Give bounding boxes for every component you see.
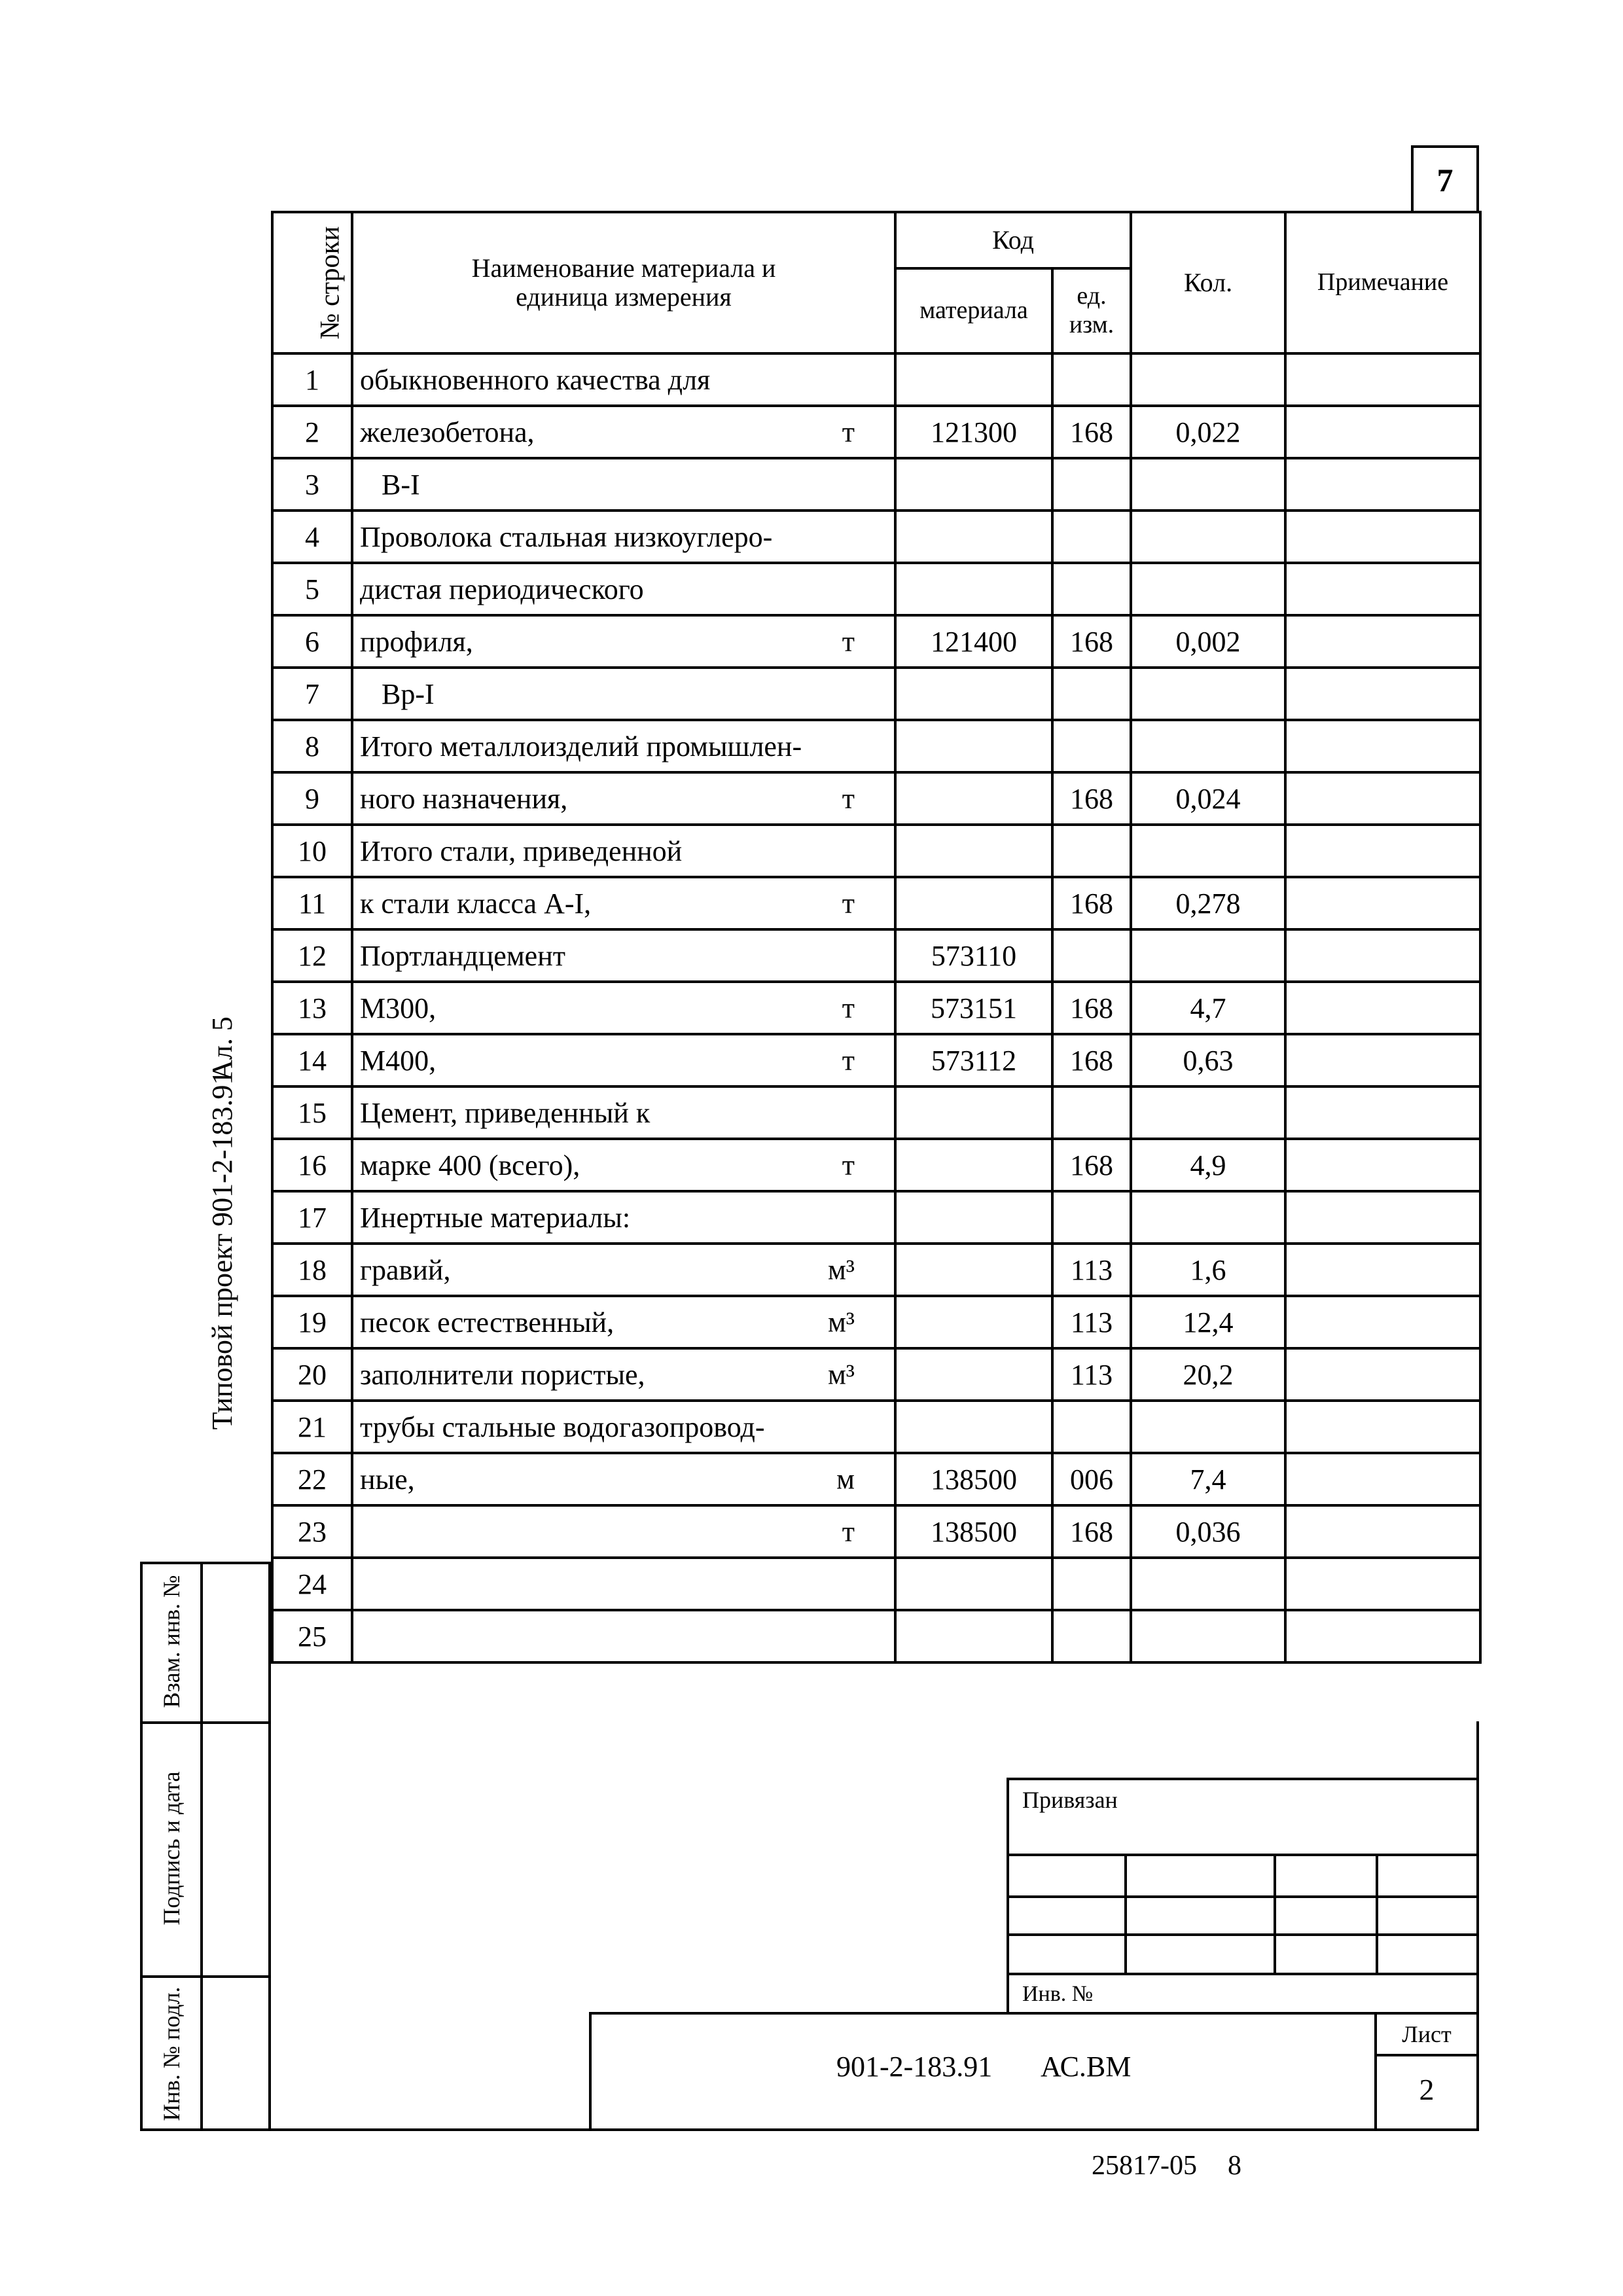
unit-code <box>1052 1610 1131 1662</box>
note <box>1285 982 1480 1034</box>
quantity: 0,024 <box>1131 772 1285 825</box>
material-name <box>352 1453 895 1505</box>
row-number: 3 <box>272 458 352 511</box>
unit-code: 006 <box>1052 1453 1131 1505</box>
document-mark: АС.ВМ <box>1041 2051 1132 2083</box>
note <box>1285 1244 1480 1296</box>
quantity <box>1131 1610 1285 1662</box>
note <box>1285 877 1480 929</box>
table-row <box>272 1191 1480 1244</box>
table-row <box>272 668 1480 720</box>
quantity: 1,6 <box>1131 1244 1285 1296</box>
privyazan-line-4 <box>1007 1973 1479 1975</box>
row-number: 25 <box>272 1610 352 1662</box>
unit-code <box>1052 720 1131 772</box>
unit-code: 113 <box>1052 1296 1131 1348</box>
material-name-text: марке 400 (всего), <box>360 1149 580 1181</box>
quantity: 4,7 <box>1131 982 1285 1034</box>
note <box>1285 825 1480 877</box>
side-vzam-text: Взам. инв. № <box>158 1575 185 1708</box>
header-name-text: Наименование материала и единица измерения <box>471 253 776 312</box>
material-code <box>895 1348 1052 1401</box>
table-row <box>272 1401 1480 1453</box>
side-inv-text: Инв. № подл. <box>158 1986 185 2121</box>
material-name-text: ного назначения, <box>360 782 568 815</box>
material-name <box>352 406 895 458</box>
unit-code <box>1052 1558 1131 1610</box>
side-project-text: Типовой проект 901-2-183.91 <box>206 1070 238 1430</box>
unit-code <box>1052 668 1131 720</box>
table-row <box>272 511 1480 563</box>
materials-table <box>271 211 1482 1664</box>
note <box>1285 1034 1480 1086</box>
note <box>1285 1086 1480 1139</box>
material-name <box>352 982 895 1034</box>
material-code <box>895 1401 1052 1453</box>
material-unit: м³ <box>827 1306 855 1338</box>
material-unit: т <box>842 416 855 448</box>
note <box>1285 511 1480 563</box>
header-name <box>352 212 895 353</box>
material-code <box>895 1296 1052 1348</box>
material-name-text: обыкновенного качества для <box>360 363 711 396</box>
unit-code: 168 <box>1052 1034 1131 1086</box>
material-name-text: Итого стали, приведенной <box>360 834 683 867</box>
material-code <box>895 1610 1052 1662</box>
material-code <box>895 563 1052 615</box>
quantity <box>1131 458 1285 511</box>
material-name <box>352 825 895 877</box>
quantity: 7,4 <box>1131 1453 1285 1505</box>
material-name <box>352 929 895 982</box>
quantity <box>1131 668 1285 720</box>
table-row <box>272 1086 1480 1139</box>
material-code: 573110 <box>895 929 1052 982</box>
material-name-text: М300, <box>360 992 437 1024</box>
quantity <box>1131 1558 1285 1610</box>
material-name-text: ные, <box>360 1463 415 1496</box>
sheet-number-top: 7 <box>1436 162 1454 198</box>
quantity <box>1131 929 1285 982</box>
note <box>1285 1453 1480 1505</box>
row-number: 8 <box>272 720 352 772</box>
row-number: 5 <box>272 563 352 615</box>
note <box>1285 1610 1480 1662</box>
table-row <box>272 1296 1480 1348</box>
material-name-text: гравий, <box>360 1253 451 1286</box>
binding-frame-line-1 <box>140 1721 271 1724</box>
unit-code <box>1052 511 1131 563</box>
material-name-text: трубы стальные водогазопровод- <box>360 1410 765 1443</box>
material-code <box>895 353 1052 406</box>
material-name <box>352 563 895 615</box>
row-number: 21 <box>272 1401 352 1453</box>
privyazan-col-1 <box>1124 1854 1127 1975</box>
list-number: 2 <box>1419 2073 1435 2106</box>
quantity: 4,9 <box>1131 1139 1285 1191</box>
quantity: 12,4 <box>1131 1296 1285 1348</box>
note <box>1285 458 1480 511</box>
unit-code <box>1052 825 1131 877</box>
material-name <box>352 1558 895 1610</box>
material-name <box>352 1139 895 1191</box>
material-code <box>895 877 1052 929</box>
header-row-no-text: № строки <box>315 226 346 340</box>
row-number: 15 <box>272 1086 352 1139</box>
header-code-unit-text: ед. изм. <box>1069 282 1115 338</box>
material-code <box>895 825 1052 877</box>
quantity <box>1131 1191 1285 1244</box>
note <box>1285 720 1480 772</box>
material-code <box>895 1086 1052 1139</box>
material-name <box>352 1191 895 1244</box>
material-unit: т <box>842 625 855 658</box>
unit-code: 168 <box>1052 772 1131 825</box>
side-album-text: Ал. 5 <box>206 1016 238 1081</box>
table-row <box>272 458 1480 511</box>
row-number: 7 <box>272 668 352 720</box>
unit-code: 113 <box>1052 1348 1131 1401</box>
quantity <box>1131 825 1285 877</box>
note <box>1285 929 1480 982</box>
footer-order: 25817-05 <box>1092 2151 1197 2181</box>
row-number: 20 <box>272 1348 352 1401</box>
material-code <box>895 720 1052 772</box>
material-code <box>895 668 1052 720</box>
material-code: 121400 <box>895 615 1052 668</box>
table-row <box>272 772 1480 825</box>
row-number: 12 <box>272 929 352 982</box>
quantity: 0,022 <box>1131 406 1285 458</box>
table-row <box>272 1139 1480 1191</box>
material-name-text: Портландцемент <box>360 939 565 972</box>
quantity <box>1131 353 1285 406</box>
material-name-text: песок естественный, <box>360 1306 615 1338</box>
row-number: 18 <box>272 1244 352 1296</box>
material-name-text: к стали класса А-I, <box>360 887 592 920</box>
unit-code: 168 <box>1052 1139 1131 1191</box>
row-number: 4 <box>272 511 352 563</box>
material-name <box>352 668 895 720</box>
material-code: 573151 <box>895 982 1052 1034</box>
title-block-list-line <box>1374 2054 1479 2056</box>
material-name <box>352 877 895 929</box>
material-name-text: Цемент, приведенный к <box>360 1096 651 1129</box>
unit-code: 168 <box>1052 406 1131 458</box>
row-number: 11 <box>272 877 352 929</box>
privyazan-col-2 <box>1274 1854 1276 1975</box>
unit-code <box>1052 929 1131 982</box>
note <box>1285 1191 1480 1244</box>
material-code: 573112 <box>895 1034 1052 1086</box>
privyazan-col-3 <box>1376 1854 1378 1975</box>
row-number: 16 <box>272 1139 352 1191</box>
material-unit: м³ <box>827 1253 855 1286</box>
header-note: Примечание <box>1285 212 1480 353</box>
privyazan-label: Привязан <box>1022 1787 1118 1813</box>
table-row <box>272 1505 1480 1558</box>
row-number: 24 <box>272 1558 352 1610</box>
material-name <box>352 1401 895 1453</box>
side-podpis-text: Подпись и дата <box>158 1771 185 1926</box>
material-unit: м <box>836 1463 855 1496</box>
material-code: 138500 <box>895 1505 1052 1558</box>
material-unit: т <box>842 1515 855 1548</box>
quantity <box>1131 1401 1285 1453</box>
row-number: 17 <box>272 1191 352 1244</box>
material-name <box>352 1034 895 1086</box>
material-name <box>352 720 895 772</box>
material-name <box>352 1244 895 1296</box>
table-row <box>272 1244 1480 1296</box>
table-row <box>272 615 1480 668</box>
material-code <box>895 1244 1052 1296</box>
quantity: 0,002 <box>1131 615 1285 668</box>
material-code <box>895 1139 1052 1191</box>
material-unit: т <box>842 1149 855 1181</box>
material-code <box>895 458 1052 511</box>
material-unit: т <box>842 992 855 1024</box>
row-number: 6 <box>272 615 352 668</box>
note <box>1285 1401 1480 1453</box>
material-name <box>352 1610 895 1662</box>
unit-code: 168 <box>1052 615 1131 668</box>
material-name <box>352 511 895 563</box>
header-row-no <box>272 212 352 353</box>
material-name-text: Итого металлоизделий промышлен- <box>360 730 802 762</box>
row-number: 19 <box>272 1296 352 1348</box>
table-row <box>272 1558 1480 1610</box>
quantity <box>1131 511 1285 563</box>
quantity: 20,2 <box>1131 1348 1285 1401</box>
material-code <box>895 511 1052 563</box>
row-number: 9 <box>272 772 352 825</box>
material-name-text: Вр-I <box>360 677 435 710</box>
unit-code <box>1052 1401 1131 1453</box>
material-name-text: Проволока стальная низкоуглеро- <box>360 520 773 553</box>
quantity <box>1131 563 1285 615</box>
material-code <box>895 1558 1052 1610</box>
note <box>1285 353 1480 406</box>
material-code: 121300 <box>895 406 1052 458</box>
material-name-text: М400, <box>360 1044 437 1077</box>
table-row <box>272 1034 1480 1086</box>
document-designation: 901-2-183.91 <box>836 2051 993 2083</box>
note <box>1285 1505 1480 1558</box>
unit-code <box>1052 353 1131 406</box>
material-unit: т <box>842 887 855 920</box>
unit-code: 168 <box>1052 877 1131 929</box>
material-name-text: дистая периодического <box>360 573 644 605</box>
header-qty: Кол. <box>1131 212 1285 353</box>
table-row <box>272 982 1480 1034</box>
note <box>1285 1139 1480 1191</box>
table-row <box>272 353 1480 406</box>
title-block <box>589 2012 1479 2131</box>
table-row <box>272 1610 1480 1662</box>
material-name-text: В-I <box>360 468 420 501</box>
material-name <box>352 1086 895 1139</box>
privyazan-line-3 <box>1007 1933 1479 1936</box>
material-code <box>895 1191 1052 1244</box>
list-label: Лист <box>1402 2021 1452 2047</box>
footer-page: 8 <box>1228 2151 1241 2181</box>
table-row <box>272 1348 1480 1401</box>
note <box>1285 668 1480 720</box>
material-name <box>352 1348 895 1401</box>
material-unit: т <box>842 782 855 815</box>
row-number: 22 <box>272 1453 352 1505</box>
quantity <box>1131 1086 1285 1139</box>
unit-code: 168 <box>1052 982 1131 1034</box>
material-name <box>352 772 895 825</box>
binding-frame-divider <box>200 1562 203 2131</box>
header-code-material: материала <box>895 268 1052 353</box>
unit-code <box>1052 458 1131 511</box>
unit-code <box>1052 1086 1131 1139</box>
table-row <box>272 406 1480 458</box>
unit-code: 168 <box>1052 1505 1131 1558</box>
note <box>1285 772 1480 825</box>
note <box>1285 1348 1480 1401</box>
note <box>1285 1558 1480 1610</box>
material-code <box>895 772 1052 825</box>
table-row <box>272 563 1480 615</box>
note <box>1285 615 1480 668</box>
material-name <box>352 458 895 511</box>
quantity: 0,278 <box>1131 877 1285 929</box>
header-code-unit <box>1052 268 1131 353</box>
material-name <box>352 353 895 406</box>
row-number: 2 <box>272 406 352 458</box>
material-name <box>352 1296 895 1348</box>
material-name-text: профиля, <box>360 625 473 658</box>
row-number: 10 <box>272 825 352 877</box>
row-number: 14 <box>272 1034 352 1086</box>
inv-no-label: Инв. № <box>1022 1982 1094 2006</box>
header-code: Код <box>895 212 1131 268</box>
quantity: 0,036 <box>1131 1505 1285 1558</box>
frame-left-line <box>268 1721 271 2131</box>
quantity: 0,63 <box>1131 1034 1285 1086</box>
material-unit: м³ <box>827 1358 855 1391</box>
material-name <box>352 1505 895 1558</box>
note <box>1285 563 1480 615</box>
unit-code: 113 <box>1052 1244 1131 1296</box>
material-code: 138500 <box>895 1453 1052 1505</box>
material-name <box>352 615 895 668</box>
row-number: 1 <box>272 353 352 406</box>
privyazan-line-1 <box>1007 1854 1479 1856</box>
material-name-text: Инертные материалы: <box>360 1201 631 1234</box>
quantity <box>1131 720 1285 772</box>
material-unit: т <box>842 1044 855 1077</box>
row-number: 13 <box>272 982 352 1034</box>
note <box>1285 1296 1480 1348</box>
material-name-text: заполнители пористые, <box>360 1358 645 1391</box>
table-row <box>272 877 1480 929</box>
table-row <box>272 825 1480 877</box>
privyazan-line-2 <box>1007 1895 1479 1898</box>
table-row <box>272 720 1480 772</box>
unit-code <box>1052 1191 1131 1244</box>
table-row <box>272 1453 1480 1505</box>
material-name-text: железобетона, <box>360 416 535 448</box>
table-row <box>272 929 1480 982</box>
row-number: 23 <box>272 1505 352 1558</box>
unit-code <box>1052 563 1131 615</box>
note <box>1285 406 1480 458</box>
